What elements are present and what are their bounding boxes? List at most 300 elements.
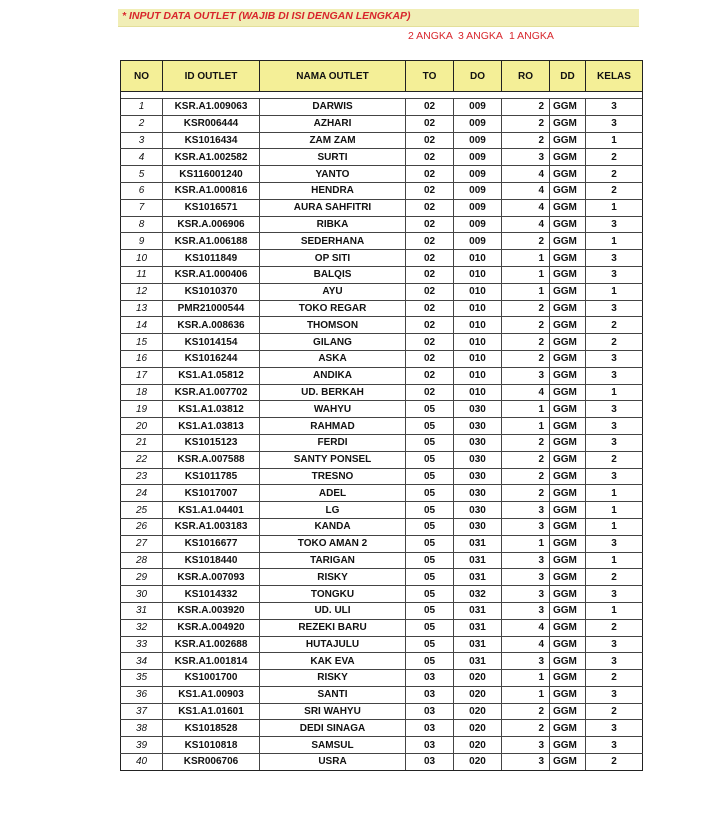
cell-do: 010: [454, 367, 502, 384]
table-row: [121, 283, 643, 300]
cell-nama: SANTY PONSEL: [260, 451, 406, 468]
cell-id: KS1018528: [163, 720, 260, 737]
cell-ro: 4: [502, 199, 550, 216]
table-row: [121, 115, 643, 132]
cell-nama: KAK EVA: [260, 653, 406, 670]
cell-nama: RISKY: [260, 569, 406, 586]
cell-id: KSR.A.007093: [163, 569, 260, 586]
cell-do: 020: [454, 670, 502, 687]
cell-kelas: 2: [586, 703, 643, 720]
cell-kelas: 1: [586, 518, 643, 535]
cell-kelas: 3: [586, 266, 643, 283]
cell-to: 03: [406, 720, 454, 737]
cell-nama: HENDRA: [260, 182, 406, 199]
cell-ro: 2: [502, 317, 550, 334]
cell-id: KSR006706: [163, 754, 260, 771]
cell-do: 031: [454, 602, 502, 619]
cell-do: 030: [454, 518, 502, 535]
cell-dd: GGM: [550, 703, 586, 720]
cell-id: KSR.A.004920: [163, 619, 260, 636]
cell-to: 02: [406, 132, 454, 149]
col-header-to: TO: [406, 61, 454, 92]
cell-kelas: 2: [586, 317, 643, 334]
col-header-nama-outlet: NAMA OUTLET: [260, 61, 406, 92]
cell-kelas: 3: [586, 653, 643, 670]
cell-dd: GGM: [550, 737, 586, 754]
cell-no: 23: [121, 468, 163, 485]
cell-kelas: 3: [586, 434, 643, 451]
cell-kelas: 2: [586, 166, 643, 183]
cell-id: KS1011849: [163, 250, 260, 267]
cell-nama: DEDI SINAGA: [260, 720, 406, 737]
hint-do: 3 ANGKA: [458, 30, 503, 42]
cell-kelas: 3: [586, 300, 643, 317]
cell-no: 20: [121, 418, 163, 435]
cell-ro: 4: [502, 182, 550, 199]
cell-ro: 3: [502, 602, 550, 619]
cell-no: 10: [121, 250, 163, 267]
cell-do: 009: [454, 199, 502, 216]
cell-no: 24: [121, 485, 163, 502]
table-row: [121, 686, 643, 703]
cell-do: 032: [454, 586, 502, 603]
cell-kelas: 1: [586, 602, 643, 619]
table-row: [121, 250, 643, 267]
cell-no: 3: [121, 132, 163, 149]
cell-ro: 2: [502, 350, 550, 367]
cell-id: KSR.A1.000816: [163, 182, 260, 199]
header-row: [121, 61, 643, 92]
cell-ro: 1: [502, 670, 550, 687]
cell-ro: 3: [502, 552, 550, 569]
cell-kelas: 2: [586, 451, 643, 468]
cell-do: 030: [454, 418, 502, 435]
cell-do: 009: [454, 132, 502, 149]
cell-dd: GGM: [550, 99, 586, 116]
cell-kelas: 3: [586, 401, 643, 418]
cell-nama: LG: [260, 502, 406, 519]
cell-ro: 4: [502, 619, 550, 636]
cell-ro: 3: [502, 518, 550, 535]
cell-to: 02: [406, 350, 454, 367]
cell-nama: ADEL: [260, 485, 406, 502]
cell-kelas: 1: [586, 199, 643, 216]
cell-ro: 2: [502, 115, 550, 132]
cell-no: 7: [121, 199, 163, 216]
cell-kelas: 3: [586, 686, 643, 703]
cell-dd: GGM: [550, 384, 586, 401]
cell-nama: SEDERHANA: [260, 233, 406, 250]
cell-to: 02: [406, 166, 454, 183]
cell-dd: GGM: [550, 283, 586, 300]
cell-no: 27: [121, 535, 163, 552]
cell-ro: 3: [502, 502, 550, 519]
cell-nama: RISKY: [260, 670, 406, 687]
cell-id: KSR.A.003920: [163, 602, 260, 619]
cell-dd: GGM: [550, 266, 586, 283]
cell-do: 020: [454, 754, 502, 771]
cell-no: 22: [121, 451, 163, 468]
cell-kelas: 2: [586, 182, 643, 199]
table-row: [121, 384, 643, 401]
cell-nama: SRI WAHYU: [260, 703, 406, 720]
cell-id: KS1010370: [163, 283, 260, 300]
cell-ro: 4: [502, 216, 550, 233]
cell-ro: 3: [502, 653, 550, 670]
cell-dd: GGM: [550, 418, 586, 435]
cell-no: 4: [121, 149, 163, 166]
cell-do: 010: [454, 283, 502, 300]
cell-to: 05: [406, 468, 454, 485]
cell-nama: ASKA: [260, 350, 406, 367]
cell-nama: WAHYU: [260, 401, 406, 418]
cell-id: KS1.A1.00903: [163, 686, 260, 703]
cell-id: KSR.A1.007702: [163, 384, 260, 401]
cell-do: 031: [454, 569, 502, 586]
cell-nama: AZHARI: [260, 115, 406, 132]
table-row: [121, 300, 643, 317]
cell-kelas: 3: [586, 586, 643, 603]
cell-kelas: 3: [586, 216, 643, 233]
cell-do: 020: [454, 686, 502, 703]
cell-kelas: 3: [586, 468, 643, 485]
cell-to: 05: [406, 653, 454, 670]
cell-dd: GGM: [550, 569, 586, 586]
cell-dd: GGM: [550, 468, 586, 485]
cell-ro: 2: [502, 468, 550, 485]
cell-ro: 2: [502, 720, 550, 737]
cell-kelas: 2: [586, 149, 643, 166]
cell-to: 02: [406, 283, 454, 300]
cell-do: 009: [454, 166, 502, 183]
table-row: [121, 703, 643, 720]
cell-dd: GGM: [550, 518, 586, 535]
cell-kelas: 1: [586, 502, 643, 519]
col-header-no: NO: [121, 61, 163, 92]
table-row: [121, 737, 643, 754]
cell-dd: GGM: [550, 350, 586, 367]
cell-to: 03: [406, 754, 454, 771]
cell-id: KSR.A.006906: [163, 216, 260, 233]
cell-no: 21: [121, 434, 163, 451]
cell-ro: 2: [502, 132, 550, 149]
cell-kelas: 2: [586, 619, 643, 636]
cell-nama: ZAM ZAM: [260, 132, 406, 149]
table-row: [121, 216, 643, 233]
cell-do: 010: [454, 350, 502, 367]
hint-ro: 1 ANGKA: [509, 30, 554, 42]
cell-nama: KANDA: [260, 518, 406, 535]
cell-to: 05: [406, 401, 454, 418]
cell-no: 9: [121, 233, 163, 250]
cell-id: KS1016571: [163, 199, 260, 216]
cell-id: KS1.A1.04401: [163, 502, 260, 519]
cell-no: 1: [121, 99, 163, 116]
table-row: [121, 149, 643, 166]
cell-do: 010: [454, 334, 502, 351]
cell-no: 5: [121, 166, 163, 183]
cell-nama: AYU: [260, 283, 406, 300]
cell-do: 030: [454, 502, 502, 519]
table-row: [121, 434, 643, 451]
cell-dd: GGM: [550, 552, 586, 569]
cell-to: 02: [406, 300, 454, 317]
cell-do: 020: [454, 703, 502, 720]
cell-ro: 3: [502, 737, 550, 754]
cell-to: 03: [406, 686, 454, 703]
cell-to: 05: [406, 485, 454, 502]
col-header-id-outlet: ID OUTLET: [163, 61, 260, 92]
cell-no: 11: [121, 266, 163, 283]
cell-no: 35: [121, 670, 163, 687]
cell-to: 02: [406, 216, 454, 233]
table-row: [121, 367, 643, 384]
cell-ro: 4: [502, 384, 550, 401]
cell-do: 010: [454, 317, 502, 334]
cell-id: KS1016434: [163, 132, 260, 149]
cell-dd: GGM: [550, 233, 586, 250]
cell-nama: RIBKA: [260, 216, 406, 233]
cell-to: 02: [406, 317, 454, 334]
cell-kelas: 2: [586, 754, 643, 771]
cell-ro: 2: [502, 233, 550, 250]
cell-nama: RAHMAD: [260, 418, 406, 435]
cell-dd: GGM: [550, 602, 586, 619]
cell-no: 29: [121, 569, 163, 586]
table-row: [121, 754, 643, 771]
cell-to: 02: [406, 182, 454, 199]
table-row: [121, 653, 643, 670]
cell-do: 030: [454, 468, 502, 485]
cell-no: 33: [121, 636, 163, 653]
cell-ro: 4: [502, 636, 550, 653]
cell-id: KSR.A1.002582: [163, 149, 260, 166]
cell-id: KS116001240: [163, 166, 260, 183]
cell-id: KSR006444: [163, 115, 260, 132]
table-row: [121, 132, 643, 149]
cell-no: 36: [121, 686, 163, 703]
cell-to: 02: [406, 149, 454, 166]
cell-kelas: 1: [586, 552, 643, 569]
cell-nama: SAMSUL: [260, 737, 406, 754]
cell-ro: 1: [502, 250, 550, 267]
cell-nama: TARIGAN: [260, 552, 406, 569]
cell-to: 02: [406, 367, 454, 384]
cell-dd: GGM: [550, 451, 586, 468]
cell-id: KS1.A1.03813: [163, 418, 260, 435]
cell-kelas: 2: [586, 569, 643, 586]
cell-no: 6: [121, 182, 163, 199]
cell-id: KSR.A1.003183: [163, 518, 260, 535]
instruction-banner: [118, 9, 639, 27]
cell-no: 17: [121, 367, 163, 384]
table-row: [121, 569, 643, 586]
cell-do: 031: [454, 653, 502, 670]
cell-no: 18: [121, 384, 163, 401]
cell-nama: UD. ULI: [260, 602, 406, 619]
cell-ro: 2: [502, 334, 550, 351]
cell-no: 39: [121, 737, 163, 754]
cell-do: 010: [454, 300, 502, 317]
cell-ro: 1: [502, 418, 550, 435]
cell-dd: GGM: [550, 434, 586, 451]
cell-to: 05: [406, 451, 454, 468]
cell-id: KSR.A1.000406: [163, 266, 260, 283]
cell-do: 031: [454, 552, 502, 569]
table-row: [121, 350, 643, 367]
cell-ro: 3: [502, 149, 550, 166]
table-row: [121, 535, 643, 552]
hint-to: 2 ANGKA: [408, 30, 453, 42]
cell-id: KS1016244: [163, 350, 260, 367]
cell-nama: TRESNO: [260, 468, 406, 485]
cell-do: 030: [454, 401, 502, 418]
cell-to: 05: [406, 569, 454, 586]
cell-no: 12: [121, 283, 163, 300]
cell-dd: GGM: [550, 754, 586, 771]
cell-do: 010: [454, 384, 502, 401]
cell-ro: 1: [502, 266, 550, 283]
cell-dd: GGM: [550, 686, 586, 703]
cell-dd: GGM: [550, 401, 586, 418]
cell-to: 02: [406, 384, 454, 401]
cell-ro: 2: [502, 300, 550, 317]
table-row: [121, 451, 643, 468]
cell-to: 03: [406, 670, 454, 687]
cell-nama: TOKO REGAR: [260, 300, 406, 317]
cell-ro: 3: [502, 586, 550, 603]
cell-to: 02: [406, 233, 454, 250]
cell-to: 05: [406, 418, 454, 435]
cell-dd: GGM: [550, 485, 586, 502]
cell-kelas: 1: [586, 384, 643, 401]
cell-nama: TOKO AMAN 2: [260, 535, 406, 552]
cell-kelas: 3: [586, 350, 643, 367]
cell-ro: 4: [502, 166, 550, 183]
table-row: [121, 182, 643, 199]
table-row: [121, 602, 643, 619]
cell-do: 009: [454, 149, 502, 166]
cell-dd: GGM: [550, 250, 586, 267]
cell-id: PMR21000544: [163, 300, 260, 317]
cell-id: KSR.A.008636: [163, 317, 260, 334]
cell-do: 009: [454, 115, 502, 132]
cell-to: 05: [406, 434, 454, 451]
cell-nama: USRA: [260, 754, 406, 771]
cell-id: KS1015123: [163, 434, 260, 451]
cell-no: 8: [121, 216, 163, 233]
cell-kelas: 1: [586, 132, 643, 149]
table-row: [121, 266, 643, 283]
cell-dd: GGM: [550, 619, 586, 636]
cell-kelas: 3: [586, 115, 643, 132]
cell-dd: GGM: [550, 535, 586, 552]
cell-no: 14: [121, 317, 163, 334]
cell-no: 16: [121, 350, 163, 367]
cell-ro: 2: [502, 99, 550, 116]
table-row: [121, 199, 643, 216]
cell-do: 009: [454, 216, 502, 233]
cell-to: 05: [406, 619, 454, 636]
cell-dd: GGM: [550, 653, 586, 670]
cell-dd: GGM: [550, 199, 586, 216]
cell-dd: GGM: [550, 317, 586, 334]
cell-to: 02: [406, 266, 454, 283]
cell-do: 030: [454, 451, 502, 468]
table-row: [121, 586, 643, 603]
table-row: [121, 670, 643, 687]
table-row: [121, 636, 643, 653]
cell-kelas: 3: [586, 636, 643, 653]
cell-nama: SANTI: [260, 686, 406, 703]
table-row: [121, 317, 643, 334]
cell-kelas: 3: [586, 250, 643, 267]
cell-kelas: 3: [586, 367, 643, 384]
cell-dd: GGM: [550, 132, 586, 149]
cell-to: 03: [406, 703, 454, 720]
cell-id: KS1016677: [163, 535, 260, 552]
cell-dd: GGM: [550, 367, 586, 384]
cell-nama: ANDIKA: [260, 367, 406, 384]
cell-to: 05: [406, 586, 454, 603]
cell-dd: GGM: [550, 182, 586, 199]
outlet-table: [120, 60, 643, 771]
cell-id: KS1014332: [163, 586, 260, 603]
cell-id: KSR.A1.001814: [163, 653, 260, 670]
cell-no: 40: [121, 754, 163, 771]
cell-do: 010: [454, 250, 502, 267]
cell-id: KSR.A1.009063: [163, 99, 260, 116]
cell-do: 009: [454, 182, 502, 199]
cell-kelas: 2: [586, 670, 643, 687]
cell-nama: TONGKU: [260, 586, 406, 603]
cell-to: 05: [406, 518, 454, 535]
table-row: [121, 233, 643, 250]
cell-ro: 2: [502, 434, 550, 451]
cell-ro: 1: [502, 686, 550, 703]
cell-kelas: 1: [586, 485, 643, 502]
cell-id: KS1017007: [163, 485, 260, 502]
cell-nama: BALQIS: [260, 266, 406, 283]
table-row: [121, 502, 643, 519]
cell-id: KS1014154: [163, 334, 260, 351]
cell-do: 030: [454, 434, 502, 451]
cell-no: 31: [121, 602, 163, 619]
cell-to: 05: [406, 602, 454, 619]
table-row: [121, 720, 643, 737]
cell-dd: GGM: [550, 216, 586, 233]
cell-nama: DARWIS: [260, 99, 406, 116]
cell-kelas: 1: [586, 233, 643, 250]
cell-ro: 2: [502, 451, 550, 468]
cell-do: 009: [454, 99, 502, 116]
cell-kelas: 3: [586, 720, 643, 737]
cell-id: KS1.A1.01601: [163, 703, 260, 720]
instruction-text: * INPUT DATA OUTLET (WAJIB DI ISI DENGAN LENGKAP): [122, 10, 411, 22]
table-row: [121, 418, 643, 435]
cell-to: 03: [406, 737, 454, 754]
cell-ro: 3: [502, 367, 550, 384]
table-row: [121, 518, 643, 535]
cell-nama: SURTI: [260, 149, 406, 166]
cell-no: 15: [121, 334, 163, 351]
cell-id: KSR.A.007588: [163, 451, 260, 468]
cell-to: 05: [406, 502, 454, 519]
cell-id: KS1011785: [163, 468, 260, 485]
table-row: [121, 99, 643, 116]
cell-to: 02: [406, 99, 454, 116]
cell-kelas: 1: [586, 283, 643, 300]
